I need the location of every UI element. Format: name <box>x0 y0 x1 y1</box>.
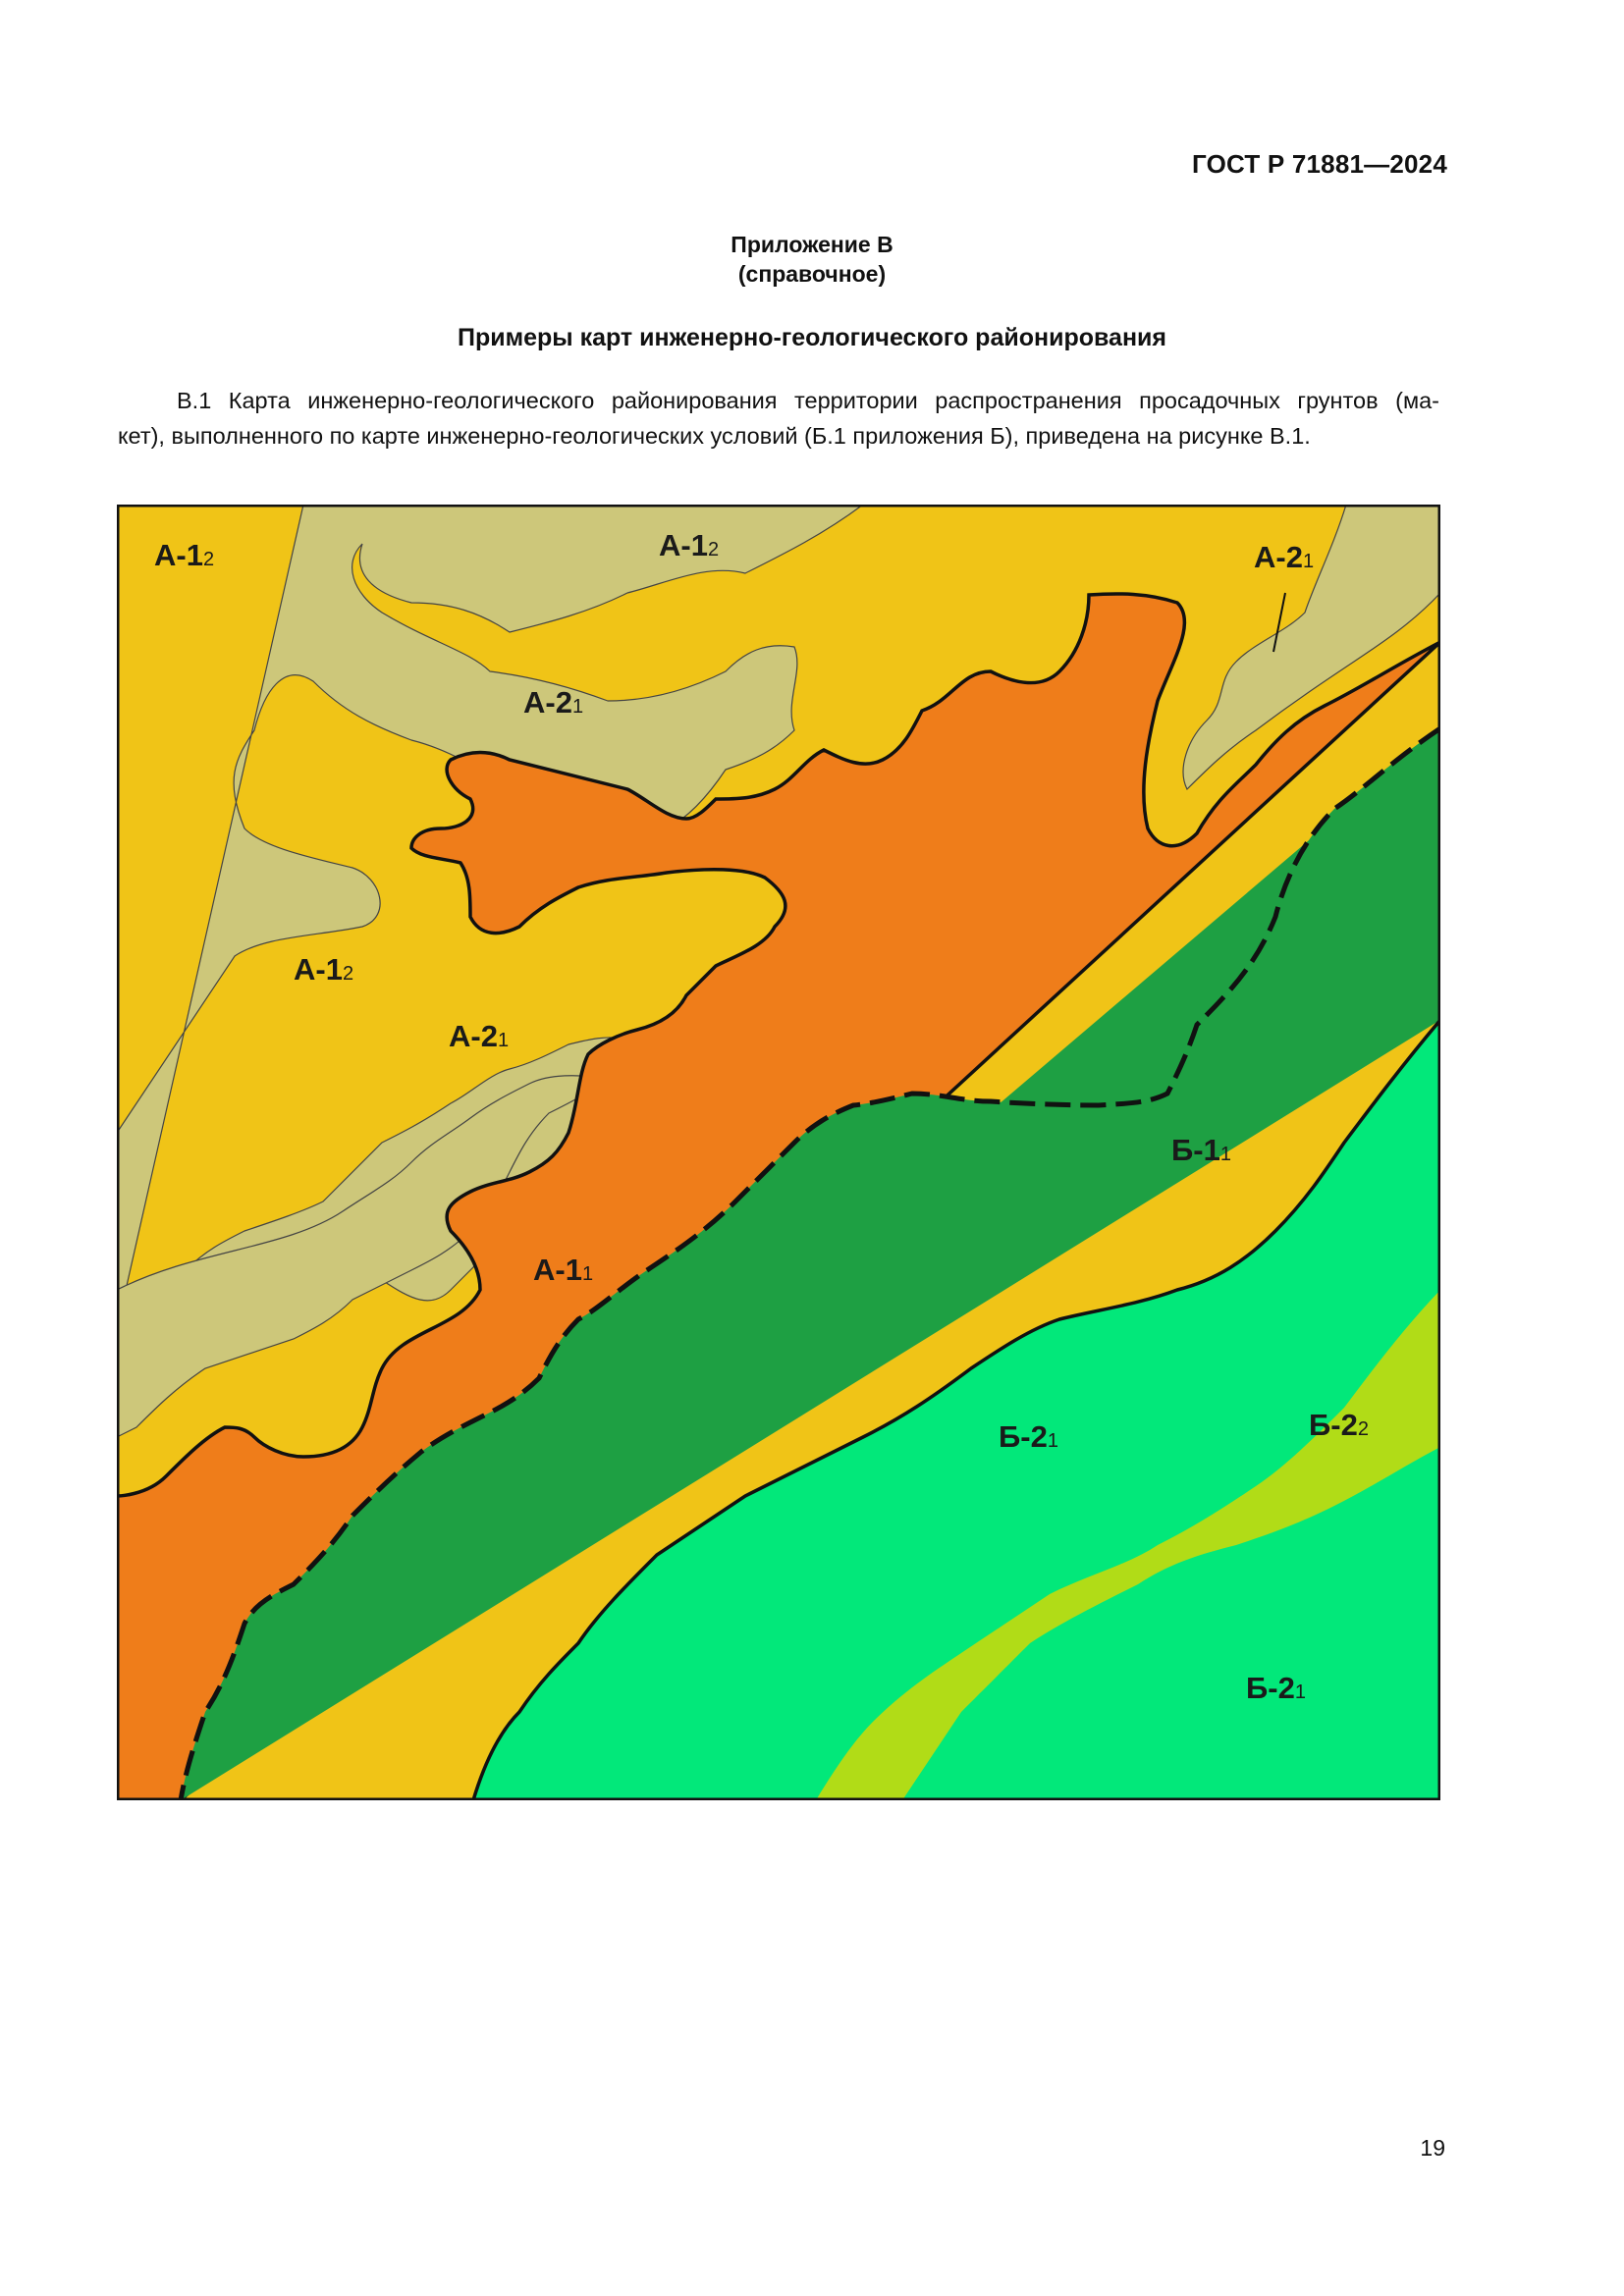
zone-label: А-11 <box>533 1253 594 1287</box>
section-title: Примеры карт инженерно-геологического районирования <box>458 324 1166 351</box>
annex-type: (справочное) <box>737 261 887 287</box>
zone-label: А-21 <box>1254 540 1315 574</box>
body-paragraph <box>118 383 1439 454</box>
zone-label: А-12 <box>154 538 215 572</box>
engineering-geological-zoning-map <box>117 505 1440 1800</box>
zone-label: А-21 <box>449 1019 510 1053</box>
paragraph-line-2: кет), выполненного по карте инженерно-геологических условий (Б.1 приложения Б), приведена на рисунке В.1. <box>118 423 1311 449</box>
zone-label: А-12 <box>659 528 720 562</box>
zone-label: Б-22 <box>1309 1408 1369 1442</box>
paragraph-line-1: В.1 Карта инженерно-геологического районирования территории распространения просадочных грунтов (ма- <box>177 388 1439 413</box>
zone-label: Б-11 <box>1171 1133 1231 1167</box>
zone-label: Б-21 <box>1246 1671 1306 1705</box>
annex-title: Приложение В <box>731 232 893 257</box>
zone-label: А-21 <box>523 685 584 720</box>
zone-label: Б-21 <box>999 1419 1058 1454</box>
zone-label: А-12 <box>294 952 354 987</box>
page-number: 19 <box>1420 2135 1445 2161</box>
document-code: ГОСТ Р 71881—2024 <box>1192 149 1447 179</box>
